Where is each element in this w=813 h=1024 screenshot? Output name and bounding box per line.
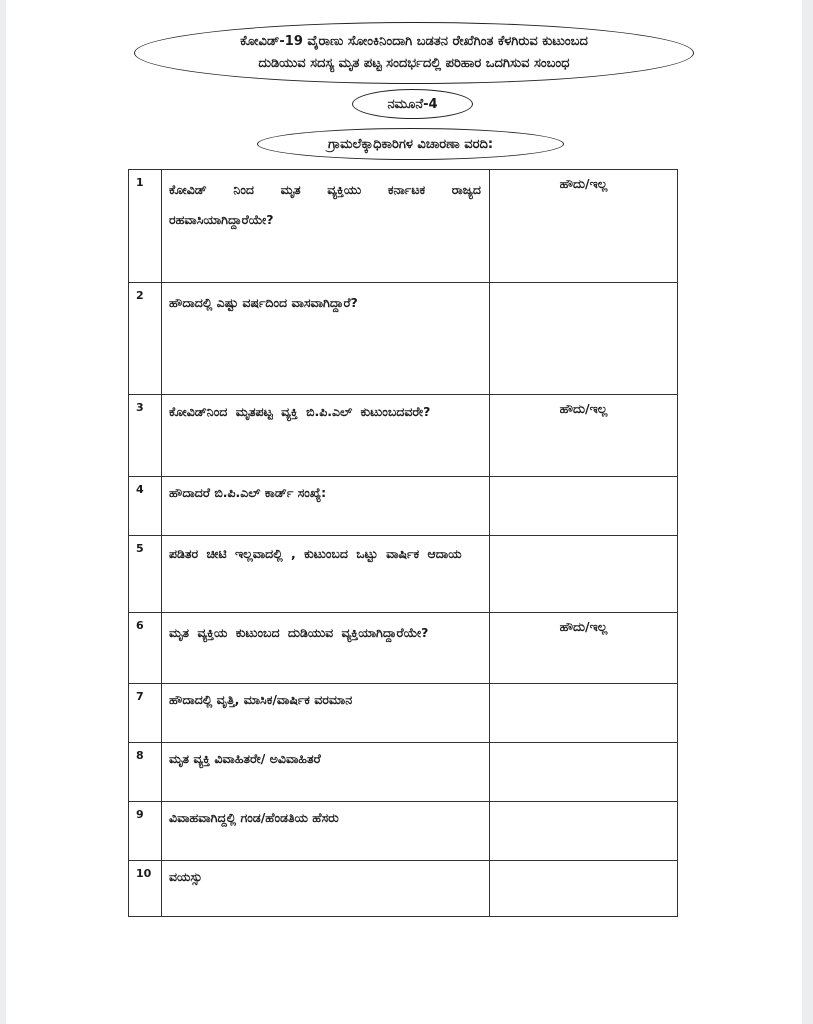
row-number: 10: [129, 861, 162, 917]
question-cell: ಹೌದಾದಲ್ಲಿ ವೃತ್ತಿ, ಮಾಸಿಕ/ವಾರ್ಷಿಕ ವರಮಾನ: [162, 684, 490, 743]
table-row: [129, 861, 678, 917]
row-number: 4: [129, 477, 162, 536]
row-number: 2: [129, 283, 162, 395]
table-row: [129, 536, 678, 613]
answer-cell: [490, 861, 678, 917]
row-number: 8: [129, 743, 162, 802]
title-line-2: ದುಡಿಯುವ ಸದಸ್ಯ ಮೃತ ಪಟ್ಟ ಸಂದರ್ಭದಲ್ಲಿ ಪರಿಹಾರ ಒದಗಿಸುವ ಸಂಬಂಧ: [258, 56, 570, 71]
question-cell: ವಿವಾಹವಾಗಿದ್ದಲ್ಲಿ ಗಂಡ/ಹೆಂಡತಿಯ ಹೆಸರು: [162, 802, 490, 861]
question-cell: ಪಡಿತರ ಚೀಟಿ ಇಲ್ಲವಾದಲ್ಲಿ , ಕುಟುಂಬದ ಒಟ್ಟು ವಾರ್ಷಿಕ ಆದಾಯ: [162, 536, 490, 613]
question-cell: ಕೋವಿಡ್‌ನಿಂದ ಮೃತಪಟ್ಟ ವ್ಯಕ್ತಿ ಬಿ.ಪಿ.ಎಲ್ ಕುಟುಂಬದವರೇ?: [162, 395, 490, 477]
question-cell: ವಯಸ್ಸು: [162, 861, 490, 917]
answer-cell: [490, 283, 678, 395]
answer-cell: [490, 477, 678, 536]
document-title: [134, 22, 694, 84]
row-number: 1: [129, 170, 162, 283]
form-number-label: ನಮೂನೆ-4: [352, 89, 473, 119]
table-row: [129, 684, 678, 743]
question-cell: ಕೋವಿಡ್ ನಿಂದ ಮೃತ ವ್ಯಕ್ತಿಯು ಕರ್ನಾಟಕ ರಾಜ್ಯದ ರಹವಾಸಿಯಾಗಿದ್ದಾರೆಯೇ?: [162, 170, 490, 283]
answer-cell: [490, 743, 678, 802]
table-row: [129, 613, 678, 684]
question-cell: ಮೃತ ವ್ಯಕ್ತಿ ವಿವಾಹಿತರೇ/ ಅವಿವಾಹಿತರೆ: [162, 743, 490, 802]
answer-cell: ಹೌದು/ಇಲ್ಲ: [490, 170, 678, 283]
report-subtitle: ಗ್ರಾಮಲೆಕ್ಕಾಧಿಕಾರಿಗಳ ವಿಚಾರಣಾ ವರದಿ:: [257, 128, 564, 160]
row-number: 9: [129, 802, 162, 861]
table-row: [129, 477, 678, 536]
table-row: [129, 283, 678, 395]
row-number: 3: [129, 395, 162, 477]
table-row: [129, 802, 678, 861]
answer-cell: ಹೌದು/ಇಲ್ಲ: [490, 395, 678, 477]
title-line-1: ಕೋವಿಡ್-19 ವೈರಾಣು ಸೋಂಕಿನಿಂದಾಗಿ ಬಡತನ ರೇಖೆಗಿಂತ ಕೆಳಗಿರುವ ಕುಟುಂಬದ: [240, 34, 588, 49]
table-row: [129, 395, 678, 477]
table-row: [129, 743, 678, 802]
inquiry-table: [128, 169, 678, 917]
question-cell: ಮೃತ ವ್ಯಕ್ತಿಯ ಕುಟುಂಬದ ದುಡಿಯುವ ವ್ಯಕ್ತಿಯಾಗಿದ್ದಾರೆಯೇ?: [162, 613, 490, 684]
question-cell: ಹೌದಾದರೆ ಬಿ.ಪಿ.ಎಲ್ ಕಾರ್ಡ್ ಸಂಖ್ಯೆ:: [162, 477, 490, 536]
row-number: 7: [129, 684, 162, 743]
answer-cell: ಹೌದು/ಇಲ್ಲ: [490, 613, 678, 684]
row-number: 5: [129, 536, 162, 613]
answer-cell: [490, 684, 678, 743]
answer-cell: [490, 536, 678, 613]
table-row: [129, 170, 678, 283]
question-cell: ಹೌದಾದಲ್ಲಿ ಎಷ್ಟು ವರ್ಷದಿಂದ ವಾಸವಾಗಿದ್ದಾರೆ?: [162, 283, 490, 395]
row-number: 6: [129, 613, 162, 684]
answer-cell: [490, 802, 678, 861]
